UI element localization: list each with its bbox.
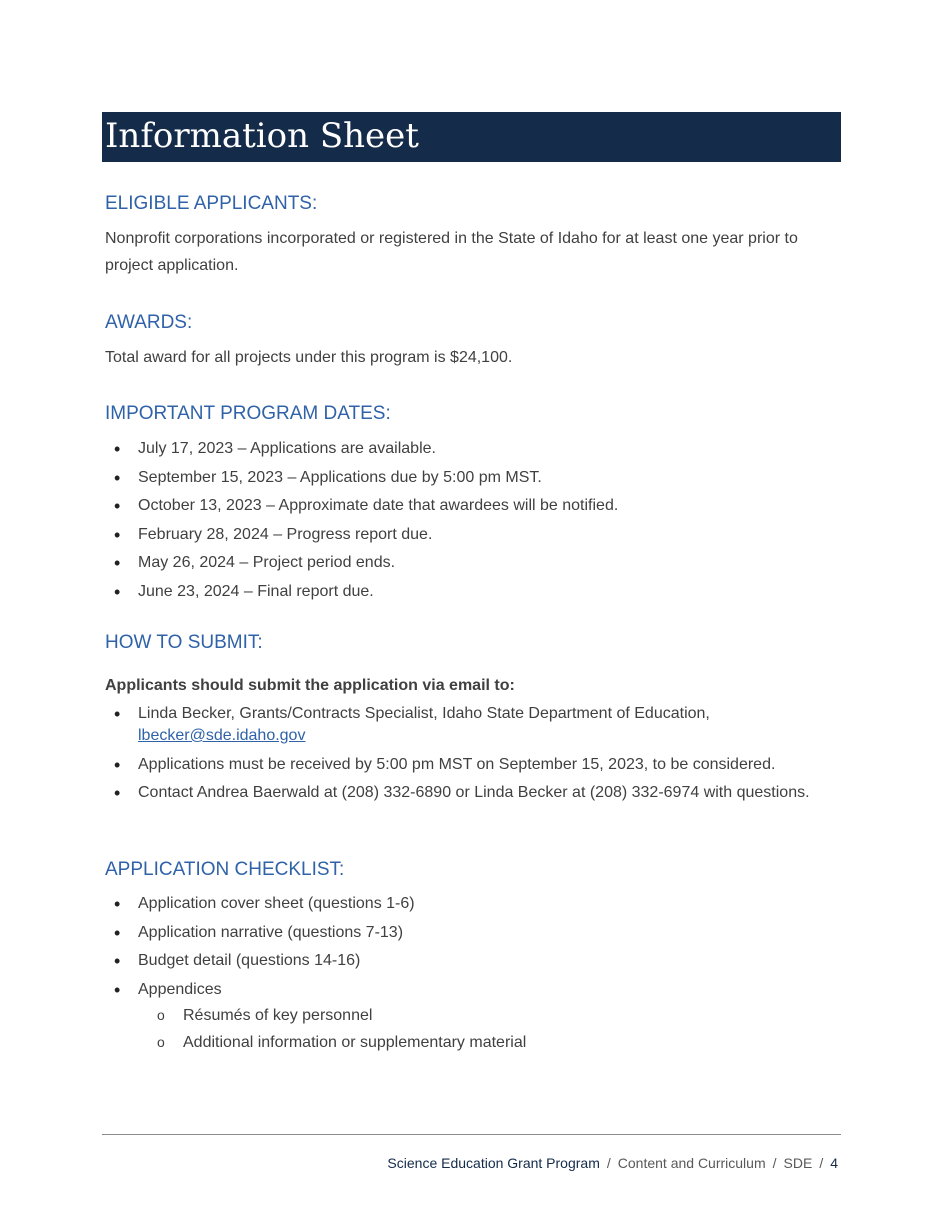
list-item: • Budget detail (questions 14-16): [105, 950, 841, 972]
dates-heading: IMPORTANT PROGRAM DATES:: [105, 403, 391, 424]
list-item: • Application cover sheet (questions 1-6): [105, 893, 841, 915]
checklist-heading: APPLICATION CHECKLIST:: [105, 859, 345, 880]
email-link[interactable]: lbecker@sde.idaho.gov: [138, 727, 306, 744]
list-item: • Application narrative (questions 7-13): [105, 922, 841, 944]
footer-divider: [102, 1134, 841, 1135]
footer-dept: Content and Curriculum: [617, 1155, 766, 1171]
page-title: Information Sheet: [105, 116, 419, 156]
awards-section: [105, 311, 841, 371]
submit-list: [105, 703, 841, 804]
list-item: • September 15, 2023 – Applications due by 5:00 pm MST.: [105, 467, 841, 489]
footer-separator: /: [772, 1155, 777, 1171]
eligible-text: Nonprofit corporations incorporated or registered in the State of Idaho for at least one year prior to project application.: [105, 230, 798, 274]
submit-heading: HOW TO SUBMIT:: [105, 632, 263, 653]
submit-intro: Applicants should submit the application via email to:: [105, 677, 515, 694]
dates-section: [105, 402, 841, 609]
footer-separator: /: [606, 1155, 611, 1171]
awards-heading: AWARDS:: [105, 312, 193, 333]
eligible-heading: ELIGIBLE APPLICANTS:: [105, 193, 318, 214]
submit-section: [105, 631, 841, 811]
footer-org: SDE: [783, 1155, 813, 1171]
checklist-list: [105, 893, 841, 1054]
appendices-sublist: [105, 1005, 841, 1054]
title-banner: [102, 112, 841, 162]
list-item: • July 17, 2023 – Applications are available.: [105, 438, 841, 460]
footer-program: Science Education Grant Program: [387, 1155, 600, 1171]
footer-separator: /: [819, 1155, 824, 1171]
list-item: • Applications must be received by 5:00 pm MST on September 15, 2023, to be considered.: [105, 754, 841, 776]
appendices-label: Appendices: [138, 980, 222, 998]
dates-list: [105, 438, 841, 603]
list-item: • May 26, 2024 – Project period ends.: [105, 552, 841, 574]
list-item: [105, 979, 841, 1054]
list-item: • Contact Andrea Baerwald at (208) 332-6890 or Linda Becker at (208) 332-6974 with questions.: [105, 782, 828, 804]
eligible-section: [105, 192, 841, 279]
contact-text: Linda Becker, Grants/Contracts Specialist, Idaho State Department of Education,: [138, 705, 710, 722]
sub-list-item: o Résumés of key personnel: [105, 1005, 841, 1027]
list-item: • February 28, 2024 – Progress report due.: [105, 524, 841, 546]
sub-list-item: o Additional information or supplementary material: [105, 1032, 841, 1054]
page-number: 4: [830, 1155, 838, 1171]
checklist-section: [105, 858, 841, 1060]
footer: [387, 1155, 838, 1171]
list-item: • October 13, 2023 – Approximate date that awardees will be notified.: [105, 495, 841, 517]
list-item: • June 23, 2024 – Final report due.: [105, 581, 841, 603]
awards-text: Total award for all projects under this program is $24,100.: [105, 349, 513, 366]
list-item: [105, 703, 841, 747]
